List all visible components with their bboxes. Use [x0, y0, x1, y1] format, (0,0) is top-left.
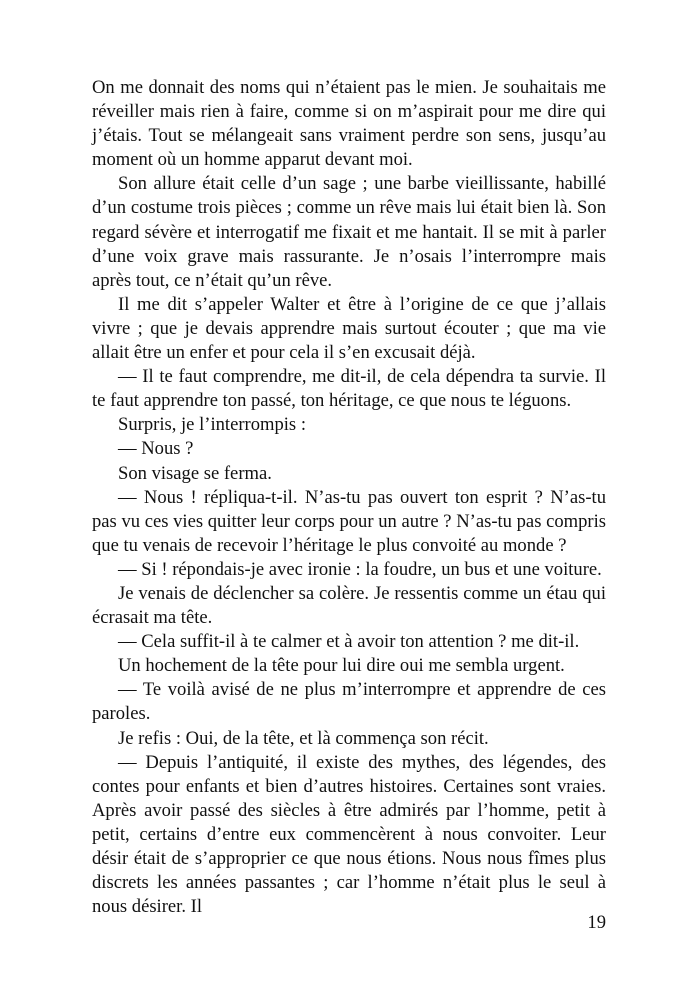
- paragraph-7: Son visage se ferma.: [118, 462, 272, 484]
- paragraph-12: Un hochement de la tête pour lui dire oui me sembla urgent.: [118, 655, 565, 677]
- page-number: 19: [587, 912, 606, 933]
- paragraph-8: — Nous ! répliqua-t-il. N’as-tu pas ouvert ton esprit ? N’as-tu pas vu ces vies quitter leur corps pour un autre ? N’as-tu pas compris que tu venais de recevoir l’héritage le plus convoité au monde ?: [92, 486, 606, 556]
- paragraph-6: — Nous ?: [118, 438, 194, 460]
- paragraph-13: — Te voilà avisé de ne plus m’interrompre et apprendre de ces paroles.: [92, 679, 606, 725]
- paragraph-9: — Si ! répondais-je avec ironie : la foudre, un bus et une voiture.: [118, 558, 602, 580]
- paragraph-5: Surpris, je l’interrompis :: [118, 414, 306, 436]
- paragraph-3: Il me dit s’appeler Walter et être à l’origine de ce que j’allais vivre ; que je devais apprendre mais surtout écouter ; que ma vie allait être un enfer et pour cela il s’en excusait déjà.: [92, 293, 606, 364]
- paragraph-14: Je refis : Oui, de la tête, et là commença son récit.: [118, 727, 489, 749]
- paragraph-1: On me donnait des noms qui n’étaient pas le mien. Je souhaitais me réveiller mais rien à faire, comme si on m’aspirait pour me dire qui j’étais. Tout se mélangeait sans vraiment perdre son sens, jusqu’au moment où un homme apparut devant moi.: [92, 77, 606, 171]
- paragraph-11: — Cela suffit-il à te calmer et à avoir ton attention ? me dit-il.: [118, 631, 580, 653]
- paragraph-15: — Depuis l’antiquité, il existe des mythes, des légendes, des contes pour enfants et bien d’autres histoires. Certaines sont vraies. Après avoir passé des siècles à être admirés par l’homme, petit à petit, certains d’entre eux commencèrent à nous convoiter. Leur désir était de s’approprier ce que nous étions. Nous nous fîmes plus discrets les années passantes ; car l’homme n’était plus le seul à nous désirer. Il: [92, 751, 606, 918]
- paragraph-2: Son allure était celle d’un sage ; une barbe vieillissante, habillé d’un costume trois pièces ; comme un rêve mais lui était bien là. Son regard sévère et interrogatif me fixait et me hantait. Il se mit à parler d’une voix grave mais rassurante. Je n’osais l’interrompre mais après tout, ce n’était qu’un rêve.: [92, 173, 606, 291]
- paragraph-10: Je venais de déclencher sa colère. Je ressentis comme un étau qui écrasait ma tête.: [92, 582, 606, 629]
- page-body: [92, 76, 606, 919]
- paragraph-4: — Il te faut comprendre, me dit-il, de cela dépendra ta survie. Il te faut apprendre ton passé, ton héritage, ce que nous te léguons.: [92, 366, 606, 412]
